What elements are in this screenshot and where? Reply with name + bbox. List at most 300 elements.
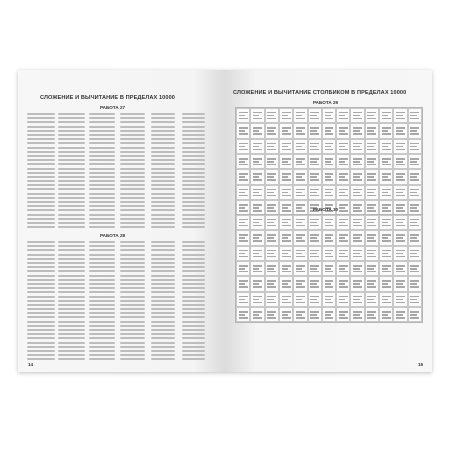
exercise-line [89,312,115,314]
exercise-line [325,146,331,148]
exercise-line [182,113,205,115]
exercise-line [296,225,305,227]
exercise-line [239,222,245,224]
column-exercise-box [236,169,250,184]
exercise-line [253,179,262,181]
exercise-line [58,197,85,199]
column-exercise-box [393,246,407,261]
column-exercise-box [393,292,407,307]
exercise-line [151,163,175,165]
exercise-line [339,250,348,252]
exercise-line [89,176,115,178]
exercise-line [396,253,402,255]
exercise-line [310,133,319,135]
exercise-line [27,308,55,310]
column-exercise-box [365,276,379,291]
exercise-line [182,209,205,211]
exercise-line [353,146,359,148]
exercise-line [89,188,115,190]
exercise-line [339,219,348,221]
column-exercise-box [350,246,364,261]
exercise-line [58,329,85,331]
exercise-line [382,195,391,197]
exercise-line [27,172,55,174]
column-exercise-box [336,292,350,307]
exercise-line [282,299,288,301]
exercise-line [367,299,373,301]
exercise-line [367,133,376,135]
column-exercise-box [293,276,307,291]
column-exercise-box [408,292,422,307]
column-exercise-box [293,230,307,245]
exercise-line [325,222,331,224]
exercise-line [239,280,248,282]
exercise-line [182,126,205,128]
exercise-line [182,226,205,228]
exercise-line [58,180,85,182]
exercise-line [253,256,262,258]
exercise-line [120,321,145,323]
exercise-line [339,311,348,313]
exercise-line [310,149,319,151]
exercise-line [27,270,55,272]
column-exercise-box [350,185,364,200]
exercise-line [239,173,248,175]
exercise-line [58,214,85,216]
exercise-line [120,296,145,298]
exercise-line [253,189,262,191]
column-exercise-box [308,261,322,276]
column-exercise-box [236,215,250,230]
exercise-line [282,143,291,145]
exercise-line [182,159,205,161]
column-exercise-box [365,108,379,123]
exercise-line [367,222,373,224]
exercise-line [410,296,419,298]
exercise-line [410,271,419,273]
exercise-line [58,121,85,123]
column-exercise-box [279,230,293,245]
exercise-line [27,218,55,220]
column-exercise-box [393,185,407,200]
exercise-line [267,161,273,163]
exercise-line [367,149,376,151]
exercise-line [89,147,115,149]
exercise-line [267,286,276,288]
exercise-line [339,143,348,145]
exercise-line [410,204,419,206]
exercise-line [182,138,205,140]
exercise-line [253,207,259,209]
exercise-line [367,127,376,129]
exercise-line [253,161,259,163]
exercise-line [58,188,85,190]
exercise-line [396,314,402,316]
column-exercise-box [308,154,322,169]
exercise-line [182,193,205,195]
exercise-line [282,280,291,282]
exercise-line [182,205,205,207]
exercise-line [310,127,319,129]
exercise-line [282,195,291,197]
column-exercise-box [350,261,364,276]
exercise-line [339,296,348,298]
exercise-line [267,219,276,221]
exercise-line [89,155,115,157]
exercise-line [382,173,391,175]
exercise-line [296,283,302,285]
exercise-line [58,346,85,348]
exercise-line [310,161,316,163]
exercise-line [58,138,85,140]
exercise-line [339,189,348,191]
exercise-line [120,287,145,289]
exercise-line [182,337,205,339]
exercise-line [382,179,391,181]
exercise-line [282,314,288,316]
exercise-line [339,173,348,175]
exercise-line [27,249,55,251]
column-exercise-box [308,185,322,200]
exercise-line [325,143,334,145]
exercise-line [89,300,115,302]
exercise-line [58,287,85,289]
exercise-line [151,312,175,314]
exercise-line [151,226,175,228]
exercise-line [253,283,259,285]
exercise-line [282,296,291,298]
column-exercise-box [250,123,264,138]
column-exercise-box [279,123,293,138]
exercise-line [239,204,248,206]
exercise-line [89,346,115,348]
exercise-line [310,195,319,197]
exercise-line [382,225,391,227]
exercise-line [353,268,359,270]
exercise-line [58,151,85,153]
exercise-line [396,149,405,151]
section-work-27-title: РАБОТА 27 [100,105,126,110]
exercise-line [310,158,319,160]
column-exercise-box [336,185,350,200]
exercise-line [58,300,85,302]
exercise-line [267,311,276,313]
exercise-line [353,317,362,319]
exercise-line [310,143,319,145]
exercise-line [353,210,362,212]
column-exercise-box [408,230,422,245]
exercise-line [325,265,334,267]
exercise-line [310,280,319,282]
exercise-line [367,158,376,160]
exercise-line [120,218,145,220]
exercise-line [267,173,276,175]
column-exercise-box [322,307,336,322]
column-exercise-box [265,292,279,307]
exercise-line [182,275,205,277]
exercise-line [410,146,416,148]
exercise-line [325,112,334,114]
column-exercise-box [279,169,293,184]
exercise-line [267,237,273,239]
exercise-line [282,207,288,209]
exercise-line [310,164,319,166]
exercise-line [89,218,115,220]
column-exercise-box [322,292,336,307]
exercise-line [253,317,262,319]
exercise-line [151,117,175,119]
exercise-line [339,253,345,255]
exercise-line [58,254,85,256]
exercise-line [89,350,115,352]
exercise-line [89,197,115,199]
exercise-line [367,161,373,163]
exercise-line [410,317,419,319]
exercise-line [410,130,416,132]
exercise-line [353,127,362,129]
column-exercise-box [236,276,250,291]
exercise-line [367,234,376,236]
exercise-line [310,219,319,221]
exercise-line [58,312,85,314]
exercise-line [120,300,145,302]
exercise-line [151,214,175,216]
column-exercise-box [408,139,422,154]
exercise-line [120,270,145,272]
exercise-line [367,173,376,175]
exercise-line [267,296,276,298]
exercise-line [151,291,175,293]
column-exercise-box [365,169,379,184]
exercise-line [182,333,205,335]
exercise-line [239,237,245,239]
exercise-line [182,262,205,264]
exercise-line [282,164,291,166]
exercise-line [410,112,419,114]
exercise-line [267,256,276,258]
exercise-line [410,256,419,258]
exercise-line [151,193,175,195]
exercise-line [27,283,55,285]
exercise-line [27,337,55,339]
exercise-line [253,146,259,148]
column-exercise-box [408,154,422,169]
column-exercise-box [365,154,379,169]
exercise-line [182,279,205,281]
exercise-line [253,268,259,270]
exercise-line [120,312,145,314]
exercise-line [120,333,145,335]
exercise-line [151,142,175,144]
exercise-line [151,126,175,128]
exercise-line [27,188,55,190]
exercise-line [58,245,85,247]
exercise-line [58,275,85,277]
exercise-line [239,207,245,209]
exercise-line [182,130,205,132]
column-exercise-box [279,261,293,276]
column-exercise-box [350,276,364,291]
exercise-line [27,350,55,352]
exercise-line [89,287,115,289]
exercise-line [27,113,55,115]
exercise-line [267,146,273,148]
exercise-line [151,201,175,203]
exercise-line [89,201,115,203]
exercise-line [367,253,373,255]
exercise-line [325,311,334,313]
exercise-line [120,245,145,247]
exercise-line [182,304,205,306]
exercise-line [396,225,405,227]
exercise-line [58,266,85,268]
exercise-line [27,193,55,195]
exercise-line [296,296,305,298]
exercise-line [296,192,302,194]
column-exercise-box [322,261,336,276]
exercise-line [58,342,85,344]
exercise-line [310,302,319,304]
exercise-line [339,133,348,135]
exercise-line [339,256,348,258]
exercise-line [282,127,291,129]
column-exercise-box [336,215,350,230]
exercise-line [89,214,115,216]
exercise-line [325,115,331,117]
exercise-line [89,245,115,247]
right-page-title: СЛОЖЕНИЕ И ВЫЧИТАНИЕ СТОЛБИКОМ В ПРЕДЕЛАХ 10000 [233,90,407,96]
exercise-line [382,299,388,301]
exercise-line [27,209,55,211]
exercise-line [151,197,175,199]
exercise-line [151,346,175,348]
exercise-line [253,302,262,304]
exercise-line [410,219,419,221]
exercise-line [89,168,115,170]
exercise-line [151,333,175,335]
exercise-line [396,133,405,135]
left-page-title: СЛОЖЕНИЕ И ВЫЧИТАНИЕ В ПРЕДЕЛАХ 10000 [40,95,176,101]
exercise-line [396,311,405,313]
exercise-line [89,138,115,140]
column-exercise-box [279,139,293,154]
exercise-line [382,127,391,129]
exercise-line [367,189,376,191]
exercise-line [410,115,416,117]
exercise-line [367,314,373,316]
exercise-line [239,130,245,132]
exercise-line [182,308,205,310]
exercise-line [353,286,362,288]
exercise-line [89,142,115,144]
column-exercise-box [336,230,350,245]
exercise-line [339,302,348,304]
exercise-line [339,237,345,239]
exercise-line [310,268,316,270]
exercise-line [239,161,245,163]
exercise-line [89,308,115,310]
exercise-line [325,317,334,319]
exercise-line [58,134,85,136]
exercise-line [339,130,345,132]
exercise-line [120,266,145,268]
exercise-line [282,176,288,178]
exercise-line [382,204,391,206]
column-exercise-box [236,108,250,123]
exercise-line [310,173,319,175]
exercise-line [89,258,115,260]
column-exercise-box [265,261,279,276]
exercise-line [367,311,376,313]
exercise-line [267,265,276,267]
column-exercise-box [393,154,407,169]
exercise-line [151,188,175,190]
exercise-line [410,250,419,252]
exercise-line [310,189,319,191]
exercise-line [310,256,319,258]
exercise-line [120,147,145,149]
exercise-line [353,237,359,239]
exercise-line [367,143,376,145]
exercise-line [89,172,115,174]
exercise-line [382,265,391,267]
exercise-line [325,176,331,178]
exercise-line [382,311,391,313]
exercise-line [396,317,405,319]
section-work-29-title: РАБОТА 29 [313,100,339,105]
exercise-line [267,283,273,285]
exercise-line [151,308,175,310]
exercise-line [239,283,245,285]
exercise-line [296,207,302,209]
exercise-line [410,133,419,135]
exercise-line [296,256,305,258]
exercise-line [27,321,55,323]
exercise-line [353,195,362,197]
exercise-line [353,118,362,120]
exercise-line [58,126,85,128]
exercise-line [151,287,175,289]
exercise-line [89,304,115,306]
exercise-line [382,286,391,288]
exercise-line [267,250,276,252]
exercise-line [58,304,85,306]
exercise-line [353,149,362,151]
exercise-line [396,189,405,191]
exercise-line [239,256,248,258]
exercise-line [282,271,291,273]
exercise-line [382,192,388,194]
exercise-line [89,134,115,136]
exercise-line [396,271,405,273]
exercise-line [382,234,391,236]
exercise-line [353,314,359,316]
exercise-line [325,268,331,270]
exercise-line [410,311,419,313]
exercise-line [410,161,416,163]
column-exercise-box [293,307,307,322]
column-exercise-box [293,123,307,138]
exercise-line [253,314,259,316]
exercise-line [353,173,362,175]
exercise-line [367,250,376,252]
exercise-line [239,133,248,135]
exercise-line [182,245,205,247]
column-exercise-box [308,230,322,245]
exercise-line [353,253,359,255]
exercise-line [120,163,145,165]
exercise-line [339,268,345,270]
